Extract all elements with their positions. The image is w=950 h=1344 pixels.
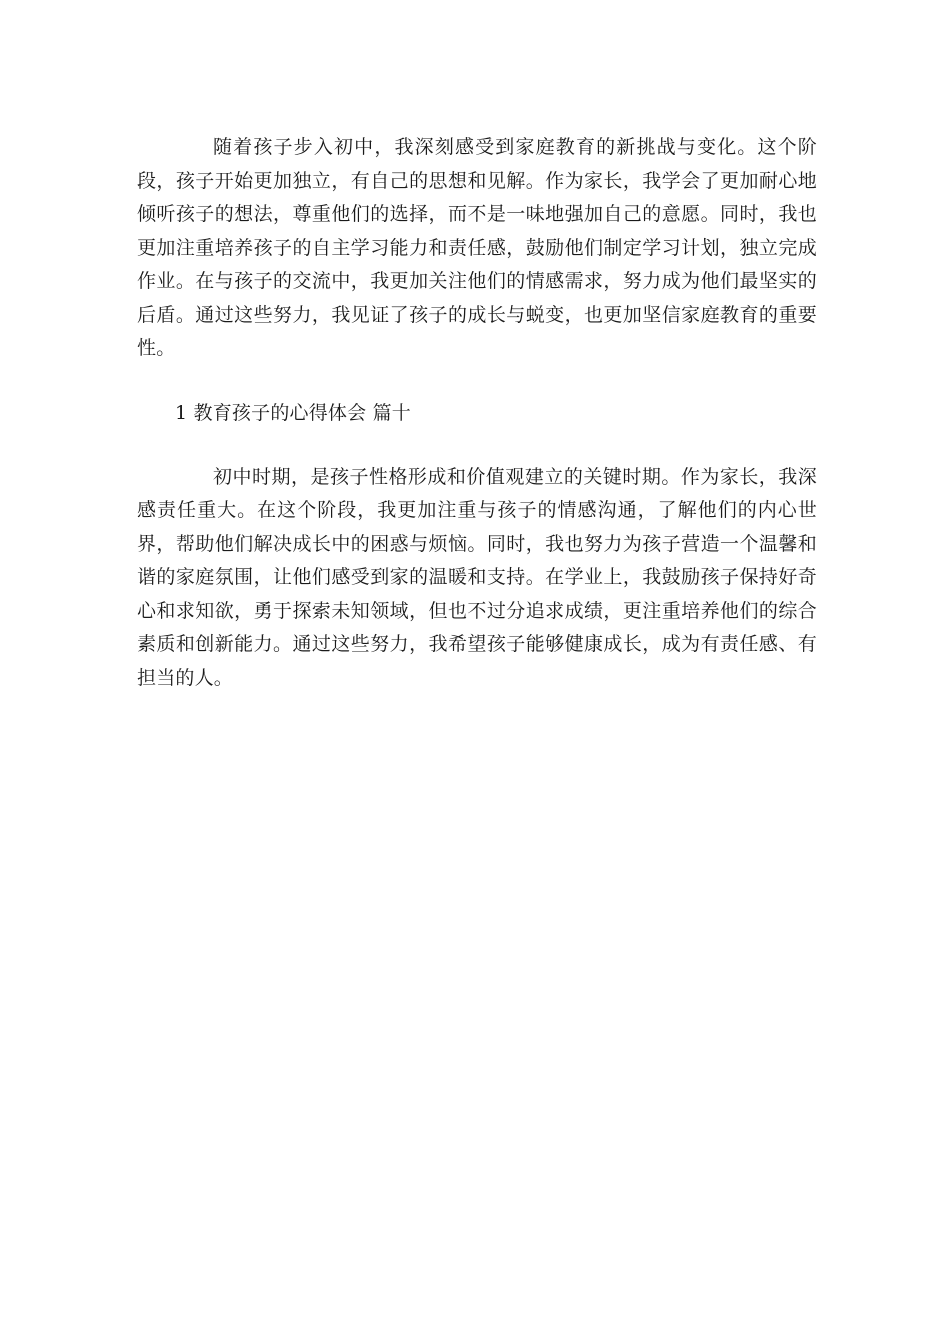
paragraph-1: 随着孩子步入初中，我深刻感受到家庭教育的新挑战与变化。这个阶段，孩子开始更加独立，有自己的思想和见解。作为家长，我学会了更加耐心地倾听孩子的想法，尊重他们的选择，而不是一味地强加自己的意愿。同时，我也更加注重培养孩子的自主学习能力和责任感，鼓励他们制定学习计划，独立完成作业。在与孩子的交流中，我更加关注他们的情感需求，努力成为他们最坚实的后盾。通过这些努力，我见证了孩子的成长与蜕变，也更加坚信家庭教育的重要性。 — [137, 136, 817, 359]
section-heading: 1 教育孩子的心得体会 篇十 — [175, 401, 411, 424]
document-body — [137, 131, 817, 695]
paragraph-2: 初中时期，是孩子性格形成和价值观建立的关键时期。作为家长，我深感责任重大。在这个阶段，我更加注重与孩子的情感沟通，了解他们的内心世界，帮助他们解决成长中的困惑与烦恼。同时，我也努力为孩子营造一个温馨和谐的家庭氛围，让他们感受到家的温暖和支持。在学业上，我鼓励孩子保持好奇心和求知欲，勇于探索未知领域，但也不过分追求成绩，更注重培养他们的综合素质和创新能力。通过这些努力，我希望孩子能够健康成长，成为有责任感、有担当的人。 — [137, 465, 817, 689]
